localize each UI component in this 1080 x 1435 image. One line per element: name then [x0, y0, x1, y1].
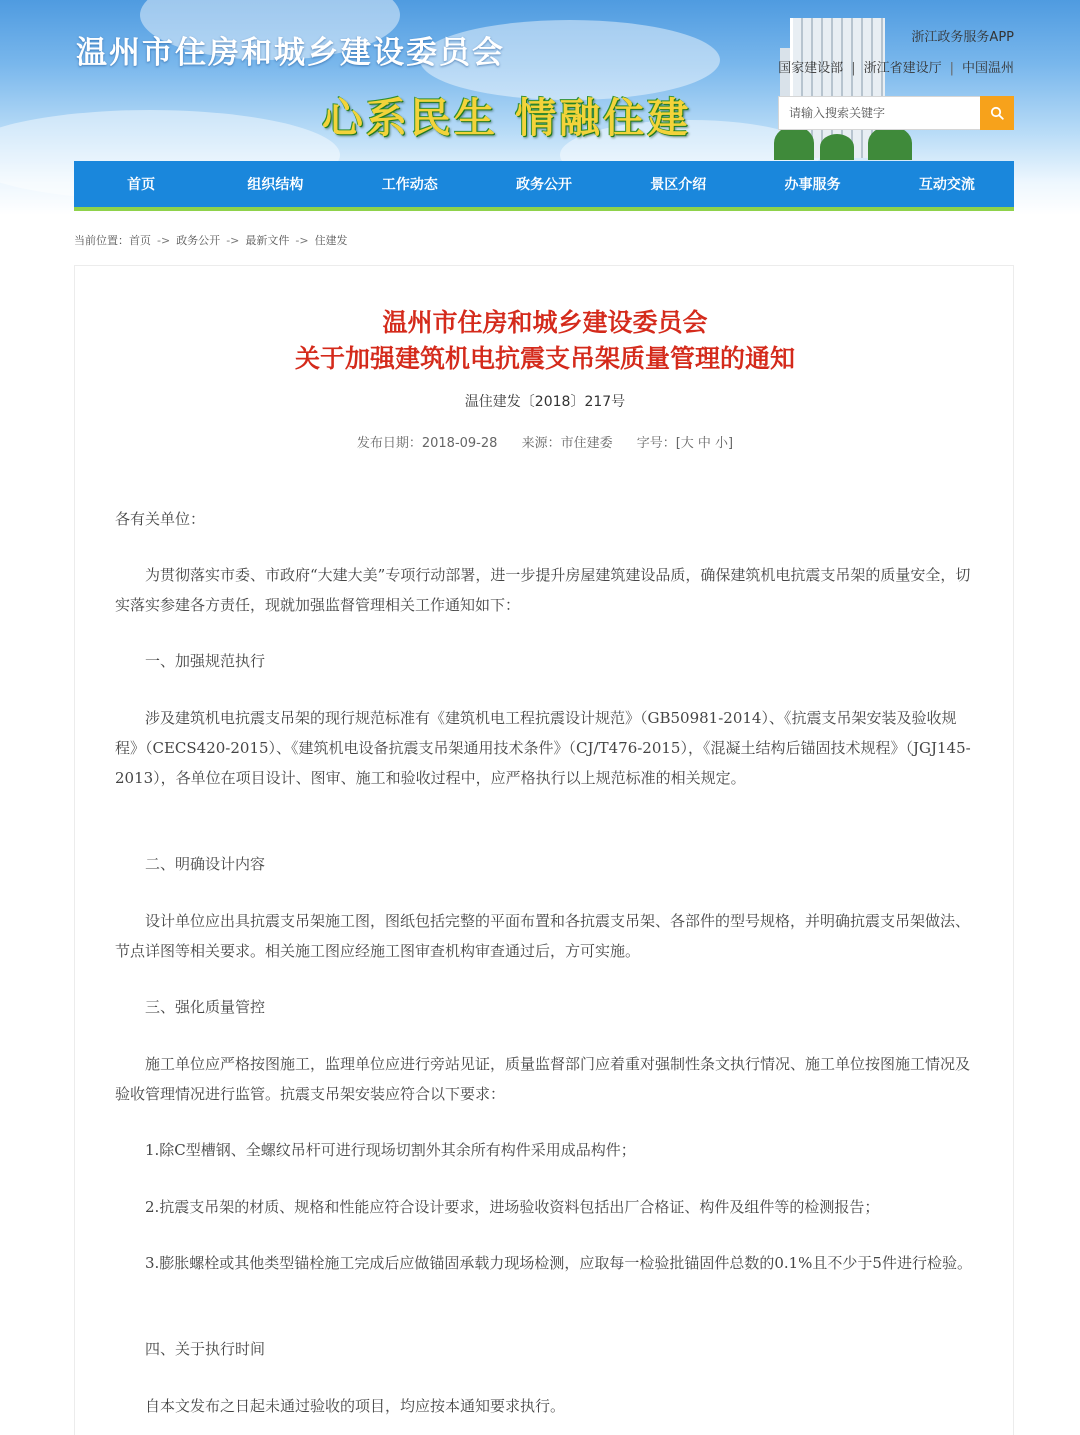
site-title: 温州市住房和城乡建设委员会 [76, 35, 505, 71]
link-separator: | [949, 61, 954, 76]
section-heading-2: 二、明确设计内容 [145, 855, 266, 873]
link-separator: | [851, 61, 856, 76]
app-link[interactable]: 浙江政务服务APP [911, 30, 1014, 45]
document-meta [75, 432, 1015, 451]
site-slogan: 心系民生 情融住建 [322, 94, 692, 142]
nav-government-affairs[interactable]: 政务公开 [515, 177, 572, 193]
document-title-line2: 关于加强建筑机电抗震支吊架质量管理的通知 [294, 344, 795, 373]
nav-home[interactable]: 首页 [127, 177, 156, 193]
search-button[interactable] [980, 96, 1014, 130]
breadcrumb-separator: -> [157, 234, 171, 247]
paragraph-section-3: 施工单位应严格按图施工，监理单位应进行旁站见证，质量监督部门应着重对强制性条文执行情况、施工单位按图施工情况及验收管理情况进行监管。抗震支吊架安装应符合以下要求： [115, 1055, 971, 1103]
link-wenzhou[interactable]: 中国温州 [961, 61, 1014, 76]
breadcrumb [74, 232, 348, 248]
link-zhejiang-department[interactable]: 浙江省建设厅 [863, 61, 942, 76]
nav-scenic-intro[interactable]: 景区介绍 [650, 177, 707, 193]
section-heading-1: 一、加强规范执行 [145, 652, 266, 670]
paragraph-intro: 为贯彻落实市委、市政府“大建大美”专项行动部署，进一步提升房屋建筑建设品质，确保建筑机电抗震支吊架的质量安全，切实落实参建各方责任，现就加强监督管理相关工作通知如下： [115, 566, 971, 614]
breadcrumb-label: 当前位置： [74, 234, 129, 247]
font-size-control[interactable]: 字号：[大 中 小] [636, 436, 734, 451]
list-item-3: 3.膨胀螺栓或其他类型锚栓施工完成后应做锚固承载力现场检测，应取每一检验批锚固件总数的0.1%且不少于5件进行检验。 [145, 1254, 972, 1272]
nav-organization[interactable]: 组织结构 [247, 177, 304, 193]
breadcrumb-separator: -> [295, 234, 309, 247]
section-heading-3: 三、强化质量管控 [145, 998, 266, 1016]
document-number: 温住建发〔2018〕217号 [464, 394, 626, 410]
top-links [778, 26, 1014, 76]
breadcrumb-government-affairs[interactable]: 政务公开 [176, 234, 221, 247]
nav-interaction[interactable]: 互动交流 [918, 177, 975, 193]
search-box [778, 96, 1014, 130]
link-national-ministry[interactable]: 国家建设部 [778, 61, 844, 76]
document-title-line1: 温州市住房和城乡建设委员会 [382, 308, 708, 337]
paragraph-section-2: 设计单位应出具抗震支吊架施工图，图纸包括完整的平面布置和各抗震支吊架、各部件的型号规格，并明确抗震支吊架做法、节点详图等相关要求。相关施工图应经施工图审查机构审查通过后，方可实施。 [115, 912, 971, 960]
salutation: 各有关单位： [115, 510, 206, 528]
publish-date: 发布日期：2018-09-28 [356, 436, 498, 451]
search-input[interactable] [778, 96, 980, 130]
nav-work-news[interactable]: 工作动态 [381, 177, 438, 193]
breadcrumb-separator: -> [226, 234, 240, 247]
breadcrumb-home[interactable]: 首页 [129, 234, 151, 247]
paragraph-section-1: 涉及建筑机电抗震支吊架的现行规范标准有《建筑机电工程抗震设计规范》（GB50981-2014）、《抗震支吊架安装及验收规程》（CECS420-2015）、《建筑机电设备抗震支吊架通用技术条件》（CJ/T476-2015），《混凝土结构后锚固技术规程》（JGJ145-2013），各单位在项目设计、图审、施工和验收过程中，应严格执行以上规范标准的相关规定。 [115, 709, 971, 787]
list-item-2: 2.抗震支吊架的材质、规格和性能应符合设计要求，进场验收资料包括出厂合格证、构件及组件等的检测报告； [145, 1198, 880, 1216]
breadcrumb-latest-files[interactable]: 最新文件 [245, 234, 290, 247]
nav-services[interactable]: 办事服务 [784, 177, 841, 193]
source: 来源：市住建委 [521, 436, 613, 451]
search-icon [990, 106, 1004, 120]
main-nav [74, 161, 1014, 211]
article-card [74, 265, 1014, 1435]
paragraph-section-4: 自本文发布之日起未通过验收的项目，均应按本通知要求执行。 [145, 1397, 566, 1415]
breadcrumb-current[interactable]: 住建发 [314, 234, 348, 247]
section-heading-4: 四、关于执行时间 [145, 1340, 266, 1358]
list-item-1: 1.除C型槽钢、全螺纹吊杆可进行现场切割外其余所有构件采用成品构件； [145, 1141, 636, 1159]
